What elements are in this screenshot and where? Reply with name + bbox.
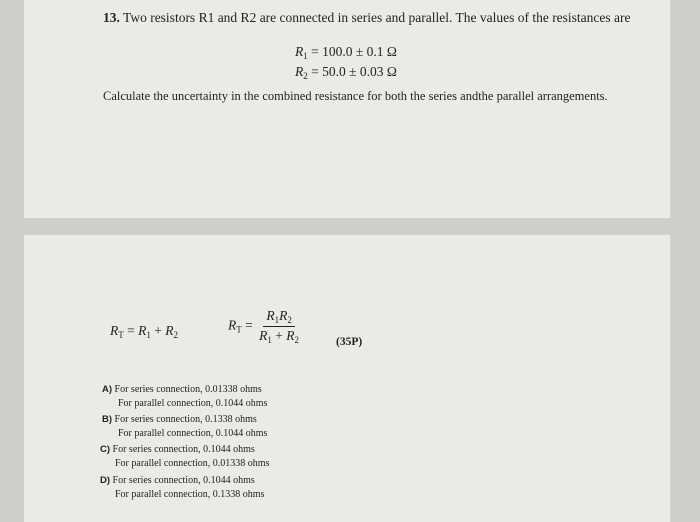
parallel-formula: $R_T$ = $\frac{R_1R_2}{R_1 + R_2}$ bbox=[228, 308, 302, 345]
option-b-parallel: For parallel connection, 0.1044 ohms bbox=[118, 428, 268, 439]
r2-value: $R_2 = 50.0 \pm 0.03$ Ω bbox=[295, 64, 397, 81]
option-c-parallel: For parallel connection, 0.01338 ohms bbox=[115, 458, 270, 469]
fraction-numerator: $R_1R_2$ bbox=[263, 308, 295, 327]
parallel-fraction bbox=[256, 308, 302, 345]
option-c-series: For series connection, 0.1044 ohms bbox=[112, 444, 255, 455]
question-number: 13. bbox=[103, 10, 120, 25]
instruction-text: Calculate the uncertainty in the combined resistance for both the series andthe parallel arrangements. bbox=[103, 89, 608, 103]
question-panel bbox=[24, 0, 670, 218]
option-d-parallel: For parallel connection, 0.1338 ohms bbox=[115, 489, 265, 500]
points-label: (35P) bbox=[336, 336, 363, 348]
option-a-parallel: For parallel connection, 0.1044 ohms bbox=[118, 398, 268, 409]
fraction-denominator: $R_1 + R_2$ bbox=[259, 328, 299, 345]
question-body: Two resistors R1 and R2 are connected in series and parallel. The values of the resistances are bbox=[123, 10, 631, 25]
option-d-series: For series connection, 0.1044 ohms bbox=[112, 475, 255, 486]
option-b-series: For series connection, 0.1338 ohms bbox=[114, 414, 257, 425]
option-b[interactable]: B) For series connection, 0.1338 ohms For parallel connection, 0.1044 ohms bbox=[102, 414, 268, 439]
series-formula: $R_T = R_1 + R_2$ bbox=[110, 323, 178, 340]
question-text bbox=[103, 10, 631, 26]
option-a[interactable]: A) For series connection, 0.01338 ohms For parallel connection, 0.1044 ohms bbox=[102, 384, 268, 409]
option-a-series: For series connection, 0.01338 ohms bbox=[114, 384, 262, 395]
option-d[interactable]: D) For series connection, 0.1044 ohms For parallel connection, 0.1338 ohms bbox=[100, 475, 265, 500]
r1-value: $R_1 = 100.0 \pm 0.1$ Ω bbox=[295, 44, 397, 61]
option-c[interactable]: C) For series connection, 0.1044 ohms For parallel connection, 0.01338 ohms bbox=[100, 444, 270, 469]
